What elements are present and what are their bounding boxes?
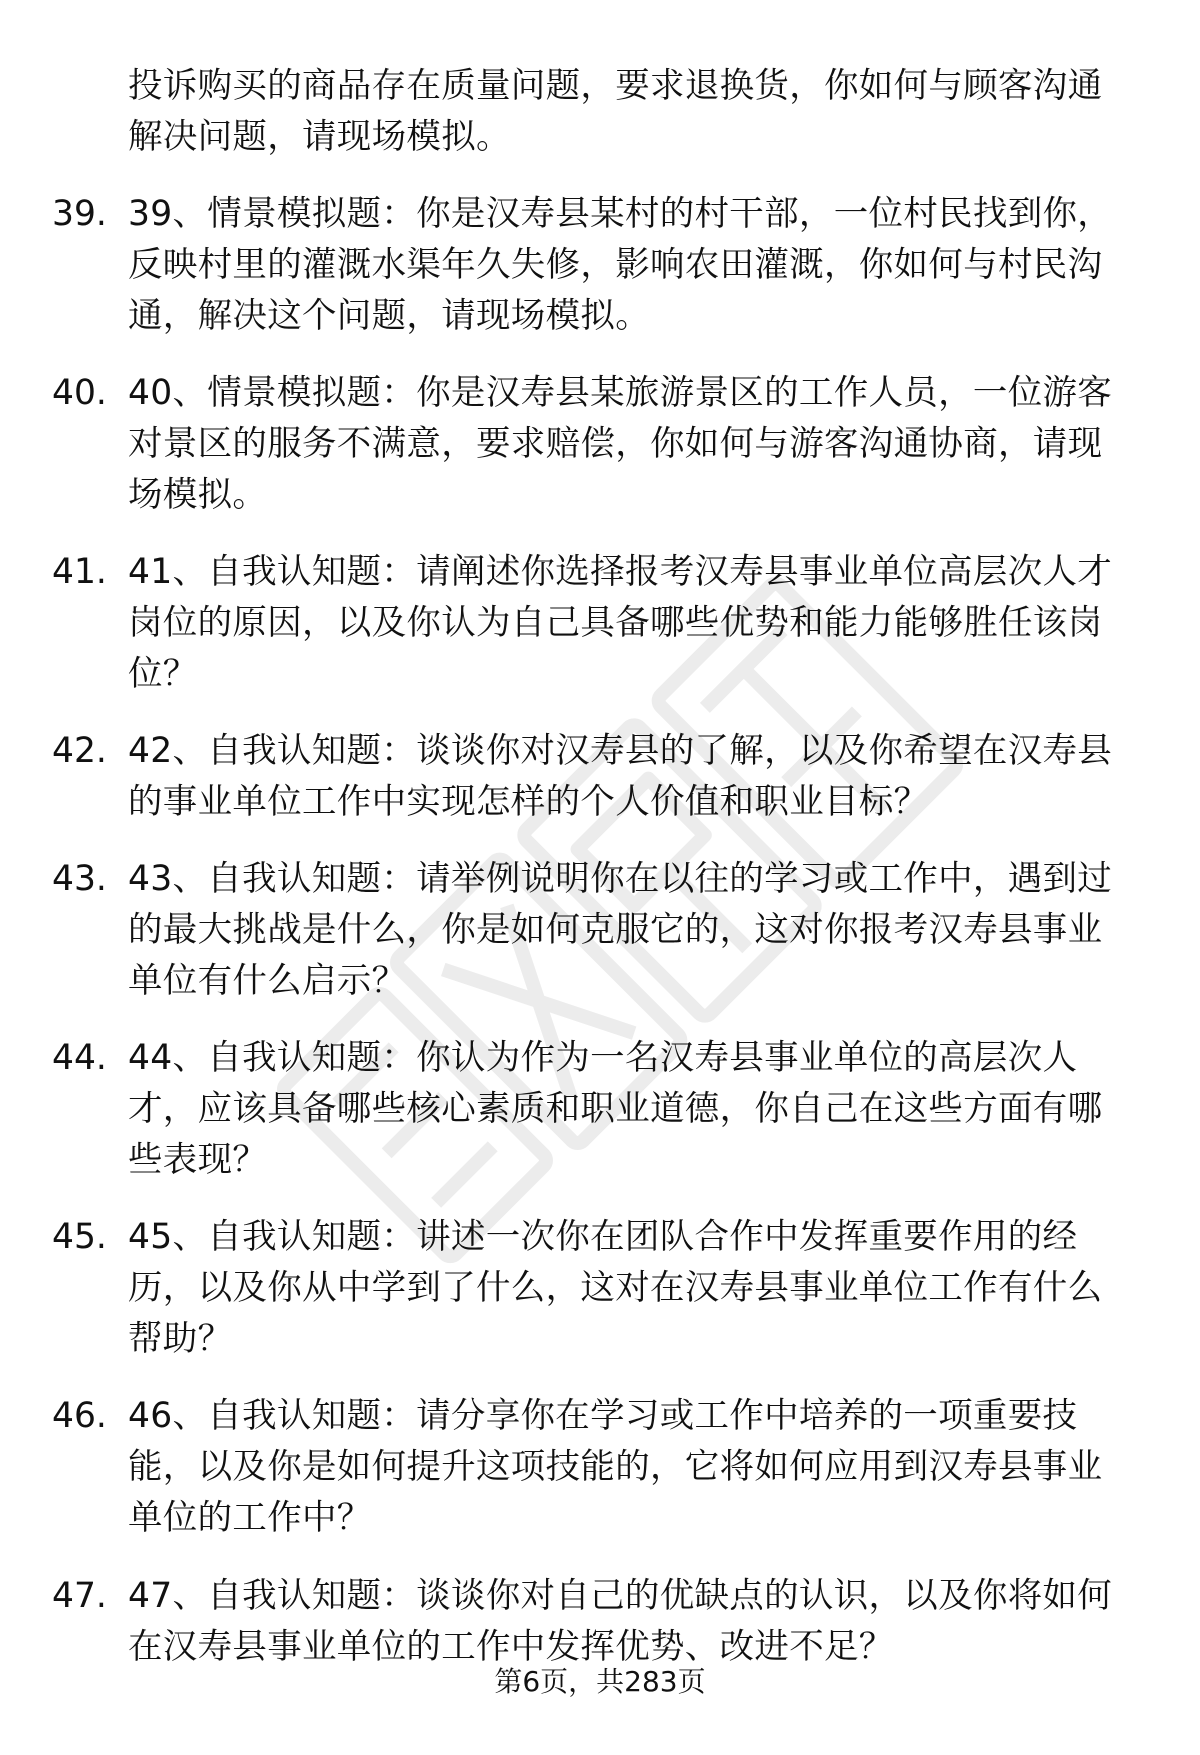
list-item-number: 46. [52, 1396, 107, 1437]
text-line: 的事业单位工作中实现怎样的个人价值和职业目标？ [128, 782, 929, 823]
text-line: 的最大挑战是什么，你是如何克服它的，这对你报考汉寿县事业 [128, 910, 1103, 951]
list-item-text [128, 189, 1148, 342]
text-line: 些表现？ [128, 1140, 268, 1181]
list-item-text [128, 368, 1148, 521]
list-item-text [128, 854, 1148, 1007]
text-line: 能，以及你是如何提升这项技能的，它将如何应用到汉寿县事业 [128, 1447, 1103, 1488]
text-line: 反映村里的灌溉水渠年久失修，影响农田灌溉，你如何与村民沟 [128, 244, 1103, 285]
page-number-label: 第6页，共283页 [494, 1665, 706, 1698]
text-line: 帮助？ [128, 1319, 233, 1360]
text-line: 41、自我认知题：请阐述你选择报考汉寿县事业单位高层次人才 [128, 552, 1113, 593]
text-line: 在汉寿县事业单位的工作中发挥优势、改进不足？ [128, 1626, 894, 1667]
text-line: 解决问题，请现场模拟。 [128, 117, 511, 157]
list-item-number: 39. [52, 193, 107, 234]
list-item-number: 42. [52, 731, 107, 772]
text-line: 岗位的原因，以及你认为自己具备哪些优势和能力能够胜任该岗 [128, 603, 1103, 644]
list-item-number: 41. [52, 552, 107, 593]
list-item-number: 47. [52, 1575, 107, 1616]
text-line: 43、自我认知题：请举例说明你在以往的学习或工作中，遇到过 [128, 859, 1113, 900]
list-item-text [128, 1391, 1148, 1544]
list-item-number: 43. [52, 859, 107, 900]
text-line: 投诉购买的商品存在质量问题，要求退换货，你如何与顾客沟通 [128, 66, 1103, 106]
text-line: 45、自我认知题：讲述一次你在团队合作中发挥重要作用的经 [128, 1217, 1078, 1258]
text-line: 才，应该具备哪些核心素质和职业道德，你自己在这些方面有哪 [128, 1089, 1103, 1130]
text-line: 44、自我认知题：你认为作为一名汉寿县事业单位的高层次人 [128, 1038, 1078, 1079]
list-item-text [128, 547, 1148, 700]
text-line: 46、自我认知题：请分享你在学习或工作中培养的一项重要技 [128, 1396, 1078, 1437]
list-item-text [128, 1212, 1148, 1365]
page-footer [0, 1662, 1200, 1702]
list-item-number: 45. [52, 1217, 107, 1258]
text-line: 历，以及你从中学到了什么，这对在汉寿县事业单位工作有什么 [128, 1268, 1103, 1309]
text-line: 位？ [128, 654, 198, 695]
text-line: 场模拟。 [128, 475, 268, 515]
text-line: 单位的工作中？ [128, 1498, 372, 1539]
list-item-text [128, 726, 1148, 828]
continuation-paragraph [128, 61, 1148, 163]
list-item-number: 40. [52, 373, 107, 413]
list-item-text [128, 1033, 1148, 1186]
text-line: 42、自我认知题：谈谈你对汉寿县的了解，以及你希望在汉寿县 [128, 731, 1113, 772]
list-item-text [128, 1571, 1148, 1673]
text-line: 单位有什么启示？ [128, 961, 407, 1002]
list-item-number: 44. [52, 1038, 107, 1079]
text-line: 对景区的服务不满意，要求赔偿，你如何与游客沟通协商，请现 [128, 424, 1103, 464]
text-line: 40、情景模拟题：你是汉寿县某旅游景区的工作人员，一位游客 [128, 373, 1113, 413]
text-line: 39、情景模拟题：你是汉寿县某村的村干部，一位村民找到你， [128, 193, 1113, 234]
text-line: 通，解决这个问题，请现场模拟。 [128, 295, 650, 336]
text-line: 47、自我认知题：谈谈你对自己的优缺点的认识，以及你将如何 [128, 1575, 1113, 1616]
